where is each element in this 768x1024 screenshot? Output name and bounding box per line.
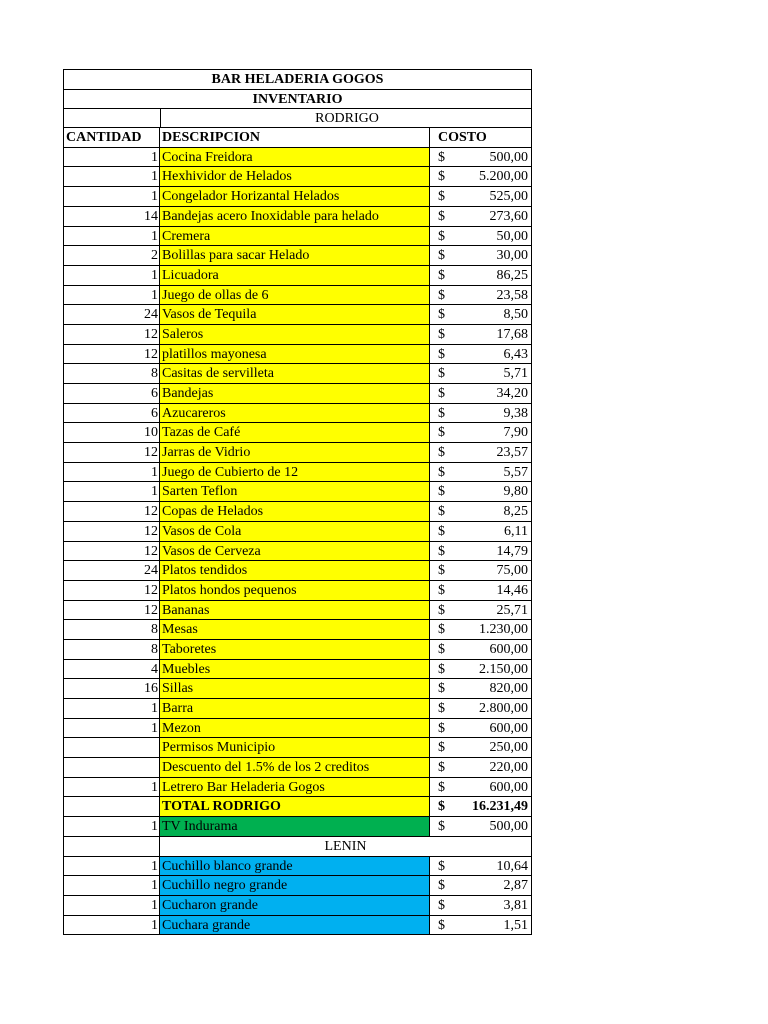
desc-cell: Mesas [159,620,430,640]
qty-cell: 24 [63,561,159,581]
cost-amount: 10,64 [496,858,528,874]
desc-cell: Jarras de Vidrio [159,443,430,463]
table-row [63,640,532,660]
currency-symbol: $ [438,248,445,264]
cost-amount: 7,90 [503,425,528,441]
cost-amount: 220,00 [489,760,528,776]
table-row [63,601,532,621]
cost-amount: 600,00 [489,720,528,736]
qty-cell: 12 [63,542,159,562]
inventory-sheet [63,69,532,935]
table-row [63,581,532,601]
cost-amount: 500,00 [489,149,528,165]
table-row [63,896,532,916]
cost-amount: 25,71 [496,602,528,618]
qty-cell: 1 [63,896,159,916]
cost-cell [430,502,532,522]
qty-cell: 12 [63,345,159,365]
cost-amount: 23,58 [496,287,528,303]
desc-cell: Vasos de Cola [159,522,430,542]
desc-cell: Platos hondos pequenos [159,581,430,601]
table-row [63,561,532,581]
section-rodrigo [63,108,532,128]
currency-symbol: $ [438,169,445,185]
cost-amount: 30,00 [496,248,528,264]
cost-amount: 600,00 [489,641,528,657]
desc-cell: Letrero Bar Heladeria Gogos [159,778,430,798]
qty-cell: 12 [63,443,159,463]
rodrigo-items [63,148,532,798]
table-row [63,876,532,896]
desc-cell: platillos mayonesa [159,345,430,365]
cost-cell [430,345,532,365]
cost-cell [430,679,532,699]
qty-cell: 14 [63,207,159,227]
currency-symbol: $ [438,720,445,736]
cost-amount: 1,51 [503,917,528,933]
cost-cell [430,699,532,719]
cost-amount: 9,80 [503,484,528,500]
qty-cell [63,738,159,758]
header-costo: COSTO [430,128,532,148]
currency-symbol: $ [438,504,445,520]
cost-amount: 8,50 [503,307,528,323]
table-row [63,227,532,247]
currency-symbol: $ [438,563,445,579]
currency-symbol: $ [438,819,445,835]
qty-cell: 2 [63,246,159,266]
cost-cell [430,916,532,936]
desc-cell: Cuchillo negro grande [159,876,430,896]
cost-cell [430,148,532,168]
currency-symbol: $ [438,641,445,657]
currency-symbol: $ [438,189,445,205]
currency-symbol: $ [438,523,445,539]
qty-cell: 8 [63,364,159,384]
currency-symbol: $ [438,149,445,165]
column-headers [63,128,532,148]
cost-cell [430,266,532,286]
qty-cell: 1 [63,817,159,837]
qty-cell: 1 [63,187,159,207]
currency-symbol: $ [438,445,445,461]
cost-amount: 820,00 [489,681,528,697]
qty-cell: 12 [63,325,159,345]
total-qty-cell [63,797,159,817]
cost-cell [430,286,532,306]
lenin-qty-cell [63,837,159,857]
cost-cell [430,758,532,778]
table-row [63,286,532,306]
section-rodrigo-label: RODRIGO [160,109,533,127]
cost-amount: 34,20 [496,386,528,401]
table-row [63,167,532,187]
desc-cell: Congelador Horizantal Helados [159,187,430,207]
currency-symbol: $ [438,287,445,303]
currency-symbol: $ [438,917,445,933]
cost-cell [430,857,532,877]
cost-cell [430,719,532,739]
cost-amount: 2.150,00 [479,661,528,677]
currency-symbol: $ [438,386,445,401]
section-lenin-label: LENIN [159,837,532,857]
cost-amount: 14,79 [496,543,528,559]
table-row [63,443,532,463]
qty-cell: 1 [63,719,159,739]
table-row [63,345,532,365]
desc-cell: Taboretes [159,640,430,660]
desc-cell: Platos tendidos [159,561,430,581]
tv-row [63,817,532,837]
qty-cell: 8 [63,620,159,640]
cost-amount: 5.200,00 [479,169,528,185]
cost-amount: 5,71 [503,366,528,382]
currency-symbol: $ [438,878,445,894]
lenin-items [63,857,532,936]
table-row [63,364,532,384]
currency-symbol: $ [438,622,445,638]
table-row [63,778,532,798]
currency-symbol: $ [438,661,445,677]
cost-amount: 8,25 [503,504,528,520]
header-cantidad: CANTIDAD [63,128,159,148]
currency-symbol: $ [438,681,445,697]
cost-amount: 525,00 [489,189,528,205]
cost-amount: 600,00 [489,779,528,795]
qty-cell: 12 [63,502,159,522]
table-row [63,325,532,345]
table-row [63,482,532,502]
table-row [63,404,532,424]
cost-amount: 86,25 [496,267,528,283]
desc-cell: Saleros [159,325,430,345]
desc-cell: Cucharon grande [159,896,430,916]
cost-cell [430,778,532,798]
desc-cell: Cremera [159,227,430,247]
desc-cell: Tazas de Café [159,423,430,443]
desc-cell: Descuento del 1.5% de los 2 creditos [159,758,430,778]
qty-cell: 1 [63,876,159,896]
qty-cell: 1 [63,266,159,286]
currency-symbol: $ [438,484,445,500]
currency-symbol: $ [438,602,445,618]
qty-cell: 10 [63,423,159,443]
table-row [63,187,532,207]
desc-cell: Bananas [159,601,430,621]
cost-amount: 50,00 [496,228,528,244]
qty-cell: 1 [63,482,159,502]
currency-symbol: $ [438,760,445,776]
cost-cell [430,896,532,916]
currency-symbol: $ [438,267,445,283]
cost-cell [430,876,532,896]
desc-cell: Sillas [159,679,430,699]
cost-cell [430,207,532,227]
table-row [63,502,532,522]
qty-cell: 4 [63,660,159,680]
cost-cell [430,817,532,837]
table-row [63,246,532,266]
table-row [63,679,532,699]
currency-symbol: $ [438,228,445,244]
table-row [63,305,532,325]
total-amount: 16.231,49 [472,799,528,815]
sheet-title: BAR HELADERIA GOGOS [63,69,532,89]
currency-symbol: $ [438,307,445,323]
currency-symbol: $ [438,346,445,362]
cost-cell [430,325,532,345]
cost-cell [430,581,532,601]
desc-cell: Hexhividor de Helados [159,167,430,187]
cost-amount: 1.230,00 [479,622,528,638]
qty-cell: 12 [63,522,159,542]
cost-amount: 17,68 [496,326,528,342]
cost-cell [430,404,532,424]
desc-cell: Permisos Municipio [159,738,430,758]
cost-cell [430,640,532,660]
qty-cell: 1 [63,286,159,306]
cost-cell [430,620,532,640]
qty-cell: 1 [63,857,159,877]
cost-cell [430,187,532,207]
total-cost-cell [430,797,532,817]
table-row [63,620,532,640]
desc-cell: Copas de Helados [159,502,430,522]
cost-amount: 500,00 [489,819,528,835]
desc-cell: Sarten Teflon [159,482,430,502]
rodrigo-total-row [63,797,532,817]
desc-cell: Casitas de servilleta [159,364,430,384]
currency-symbol: $ [438,740,445,756]
qty-cell: 6 [63,384,159,404]
qty-cell: 1 [63,699,159,719]
currency-symbol: $ [438,326,445,342]
cost-cell [430,561,532,581]
cost-amount: 2.800,00 [479,701,528,716]
qty-cell: 12 [63,581,159,601]
desc-cell: Juego de Cubierto de 12 [159,463,430,483]
cost-amount: 23,57 [496,445,528,461]
table-row [63,758,532,778]
desc-cell: TV Indurama [159,817,430,837]
desc-cell: Bolillas para sacar Helado [159,246,430,266]
cost-cell [430,423,532,443]
desc-cell: Bandejas acero Inoxidable para helado [159,207,430,227]
table-row [63,384,532,404]
desc-cell: Licuadora [159,266,430,286]
section-lenin [63,837,532,857]
desc-cell: Cocina Freidora [159,148,430,168]
cost-cell [430,522,532,542]
table-row [63,699,532,719]
table-row [63,148,532,168]
cost-cell [430,246,532,266]
cost-amount: 14,46 [496,582,528,598]
desc-cell: Cuchara grande [159,916,430,936]
cost-cell [430,443,532,463]
cost-amount: 250,00 [489,740,528,756]
table-row [63,738,532,758]
sheet-subtitle: INVENTARIO [63,89,532,109]
desc-cell: Bandejas [159,384,430,404]
cost-cell [430,227,532,247]
desc-cell: Vasos de Tequila [159,305,430,325]
cost-amount: 3,81 [503,897,528,913]
cost-cell [430,542,532,562]
total-label: TOTAL RODRIGO [159,797,430,817]
qty-cell: 6 [63,404,159,424]
desc-cell: Azucareros [159,404,430,424]
cost-cell [430,167,532,187]
table-row [63,266,532,286]
table-row [63,522,532,542]
table-row [63,719,532,739]
qty-cell: 16 [63,679,159,699]
table-row [63,916,532,936]
currency-symbol: $ [438,208,445,224]
qty-cell: 1 [63,778,159,798]
currency-symbol: $ [438,405,445,421]
desc-cell: Barra [159,699,430,719]
cost-cell [430,384,532,404]
cost-cell [430,738,532,758]
qty-cell: 8 [63,640,159,660]
currency-symbol: $ [438,799,445,815]
qty-cell: 24 [63,305,159,325]
qty-cell: 1 [63,148,159,168]
currency-symbol: $ [438,779,445,795]
currency-symbol: $ [438,582,445,598]
header-descripcion: DESCRIPCION [159,128,430,148]
cost-amount: 6,11 [504,523,528,539]
qty-cell: 12 [63,601,159,621]
desc-cell: Muebles [159,660,430,680]
table-row [63,463,532,483]
cost-amount: 273,60 [489,208,528,224]
cost-cell [430,463,532,483]
cost-amount: 2,87 [503,878,528,894]
table-row [63,423,532,443]
qty-cell: 1 [63,916,159,936]
currency-symbol: $ [438,543,445,559]
table-row [63,660,532,680]
currency-symbol: $ [438,897,445,913]
desc-cell: Cuchillo blanco grande [159,857,430,877]
cost-cell [430,660,532,680]
table-row [63,207,532,227]
qty-cell [63,758,159,778]
cost-amount: 6,43 [503,346,528,362]
cost-cell [430,364,532,384]
qty-cell: 1 [63,167,159,187]
desc-cell: Mezon [159,719,430,739]
currency-symbol: $ [438,858,445,874]
cost-cell [430,482,532,502]
currency-symbol: $ [438,464,445,480]
cost-amount: 75,00 [496,563,528,579]
desc-cell: Juego de ollas de 6 [159,286,430,306]
qty-cell: 1 [63,227,159,247]
cost-amount: 9,38 [503,405,528,421]
currency-symbol: $ [438,366,445,382]
currency-symbol: $ [438,701,445,716]
qty-cell: 1 [63,463,159,483]
desc-cell: Vasos de Cerveza [159,542,430,562]
table-row [63,857,532,877]
cost-amount: 5,57 [503,464,528,480]
cost-cell [430,305,532,325]
currency-symbol: $ [438,425,445,441]
table-row [63,542,532,562]
cost-cell [430,601,532,621]
